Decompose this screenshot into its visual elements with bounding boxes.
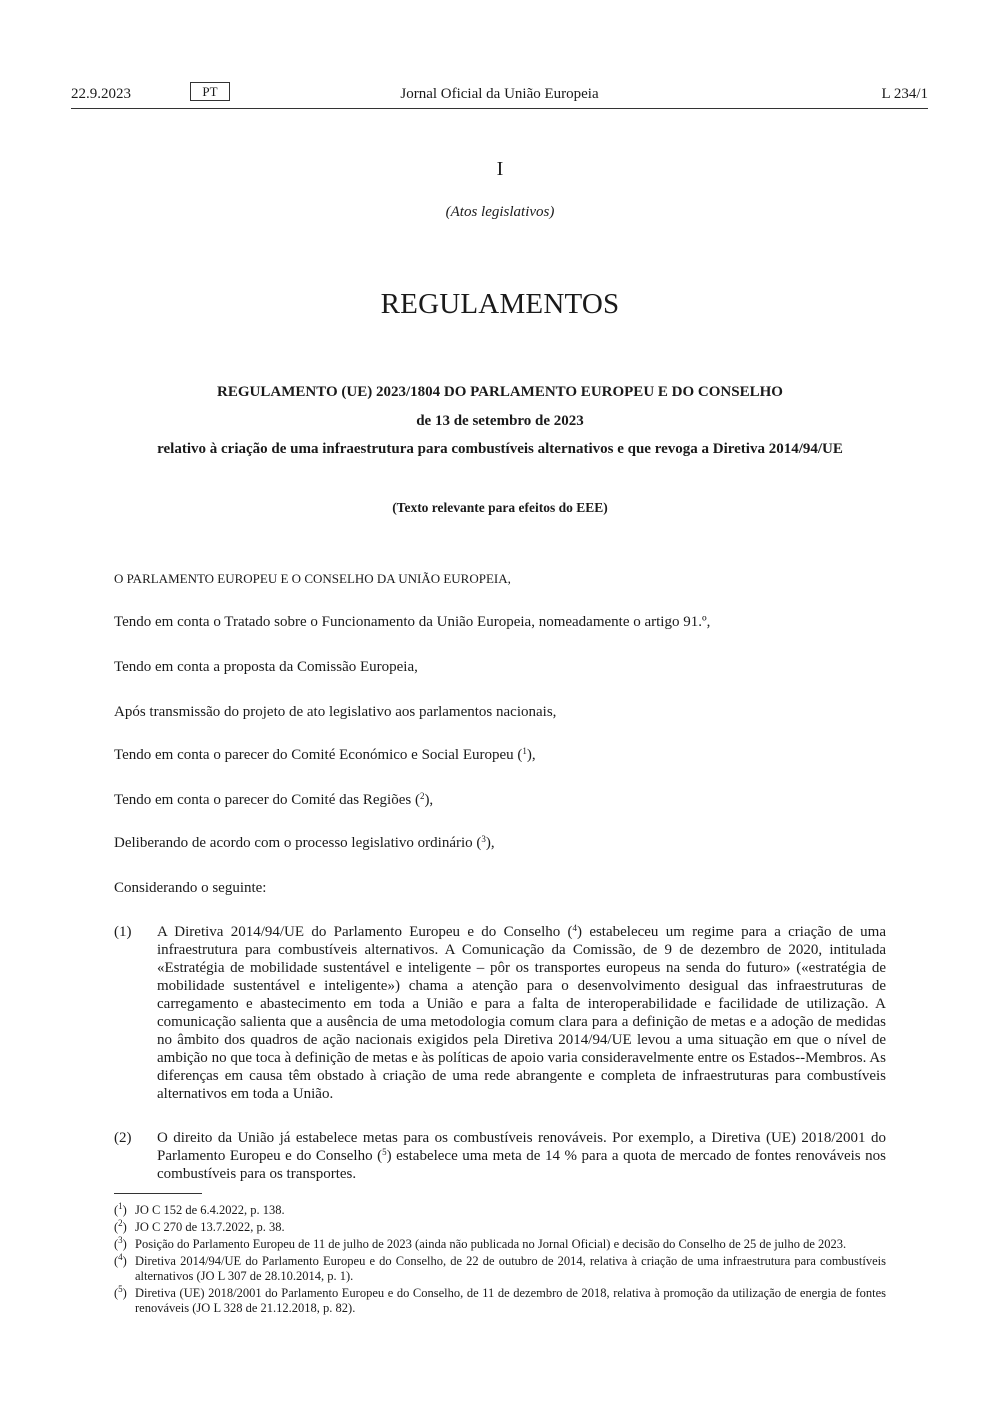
recital	[114, 1129, 886, 1183]
footnote-mark: 1	[118, 1201, 123, 1211]
footnote-mark: 2	[118, 1218, 123, 1228]
footnote-mark: 3	[118, 1235, 123, 1245]
citation: Deliberando de acordo com o processo legislativo ordinário ($^3$),	[114, 834, 495, 851]
footnote: ($^3$) Posição do Parlamento Europeu de 11 de julho de 2023 (ainda não publicada no Jornal Oficial) e decisão do Conselho de 25 de julho de 2023.	[114, 1237, 886, 1252]
regulation-title: REGULAMENTO (UE) 2023/1804 DO PARLAMENTO EUROPEU E DO CONSELHO	[217, 384, 783, 400]
eee-relevance-note: (Texto relevante para efeitos do EEE)	[392, 500, 608, 515]
footnote-text: Posição do Parlamento Europeu de 11 de julho de 2023 (ainda não publicada no Jornal Oficial) e decisão do Conselho de 25 de julho de 2023.	[135, 1237, 847, 1251]
recital-text: A Diretiva 2014/94/UE do Parlamento Europeu e do Conselho ($^4$) estabeleceu um regime para a criação de uma infraestrutura para combustíveis alternativos. A Comunicação da Comissão, de 9 de dezembro de 2020, intitulada «Estratégia de mobilidade sustentável e inteligente – pôr os transportes europeus na senda do futuro» («estratégia de mobilidade sustentável e inteligente») chama a atenção para o desenvolvimento desigual das infraestruturas de carregamento e abastecimento em toda a União e para a falta de interoperabilidade e facilidade de utilização. A comunicação salienta que a ausência de uma metodologia comum clara para a definição de metas e a adoção de medidas no âmbito dos quadros de ação nacionais exigidos pela Diretiva 2014/94/UE levou a uma situação em que o nível de ambição no que toca à definição de metas e às políticas de apoio varia consideravelmente entre os Estados--Membros. As diferenças em causa têm obstado à criação de uma rede abrangente e completa de infraestruturas para combustíveis alternativos em toda a União.	[157, 923, 887, 1102]
citation: Tendo em conta o Tratado sobre o Funcionamento da União Europeia, nomeadamente o artigo 91.º,	[114, 614, 711, 630]
footnote-text: JO C 152 de 6.4.2022, p. 138.	[135, 1203, 285, 1217]
footnote-text: Diretiva 2014/94/UE do Parlamento Europeu e do Conselho, de 22 de outubro de 2014, relativa à criação de uma infraestrutura para combustíveis alternativos (JO L 307 de 28.10.2014, p. 1).	[135, 1254, 886, 1283]
recital-text: O direito da União já estabelece metas para os combustíveis renováveis. Por exemplo, a Diretiva (UE) 2018/2001 do Parlamento Europeu e do Conselho ($^5$) estabelece uma meta de 14 % para a quota de mercado de fontes renováveis nos combustíveis para os transportes.	[157, 1130, 886, 1182]
considering-intro: Considerando o seguinte:	[114, 880, 267, 896]
footnote-mark: 4	[118, 1252, 123, 1262]
recital-number: (2)	[114, 1130, 132, 1146]
footnotes	[114, 1203, 886, 1318]
footnote-ref[interactable]: 2	[419, 791, 425, 801]
part-number: I	[496, 158, 504, 180]
part-subtitle: (Atos legislativos)	[445, 204, 555, 220]
citation: Tendo em conta a proposta da Comissão Europeia,	[114, 659, 418, 675]
regulation-subject: relativo à criação de uma infraestrutura para combustíveis alternativos e que revoga a Diretiva 2014/94/UE	[157, 441, 843, 457]
footnote-ref[interactable]: 1	[522, 746, 527, 756]
page-header	[71, 82, 928, 109]
language-code-box: PT	[190, 82, 230, 101]
footnote-ref[interactable]: 3	[481, 834, 486, 844]
footnote-ref[interactable]: 4	[572, 923, 578, 933]
footnote: ($^5$) Diretiva (UE) 2018/2001 do Parlamento Europeu e do Conselho, de 11 de dezembro de 2018, relativa à promoção da utilização de energia de fontes renováveis (JO L 328 de 21.12.2018, p. 82).	[114, 1284, 886, 1315]
footnote-ref[interactable]: 5	[382, 1147, 387, 1157]
recital-number: (1)	[114, 924, 132, 940]
footnote-mark: 5	[118, 1284, 123, 1294]
citation: Tendo em conta o parecer do Comité Económico e Social Europeu ($^1$),	[114, 746, 536, 763]
footnote: ($^1$) JO C 152 de 6.4.2022, p. 138.	[114, 1203, 886, 1218]
journal-title: Jornal Oficial da União Europeia	[400, 86, 599, 102]
page-reference: L 234/1	[881, 86, 928, 102]
section-heading: REGULAMENTOS	[380, 288, 620, 320]
citation: Tendo em conta o parecer do Comité das Regiões ($^2$),	[114, 791, 434, 808]
footnote-text: JO C 270 de 13.7.2022, p. 38.	[135, 1220, 285, 1234]
footnote-text: Diretiva (UE) 2018/2001 do Parlamento Europeu e do Conselho, de 11 de dezembro de 2018, relativa à promoção da utilização de energia de fontes renováveis (JO L 328 de 21.12.2018, p. 82).	[135, 1286, 886, 1315]
footnote: ($^2$) JO C 270 de 13.7.2022, p. 38.	[114, 1220, 886, 1235]
footnote: ($^4$) Diretiva 2014/94/UE do Parlamento Europeu e do Conselho, de 22 de outubro de 2014, relativa à criação de uma infraestrutura para combustíveis alternativos (JO L 307 de 28.10.2014, p. 1).	[114, 1252, 886, 1283]
publication-date: 22.9.2023	[71, 86, 131, 102]
citation: Após transmissão do projeto de ato legislativo aos parlamentos nacionais,	[114, 704, 557, 720]
preamble-opening: O PARLAMENTO EUROPEU E O CONSELHO DA UNIÃO EUROPEIA,	[114, 571, 511, 586]
recital	[114, 923, 886, 1103]
footnote-separator	[114, 1193, 202, 1194]
regulation-date: de 13 de setembro de 2023	[416, 413, 584, 429]
